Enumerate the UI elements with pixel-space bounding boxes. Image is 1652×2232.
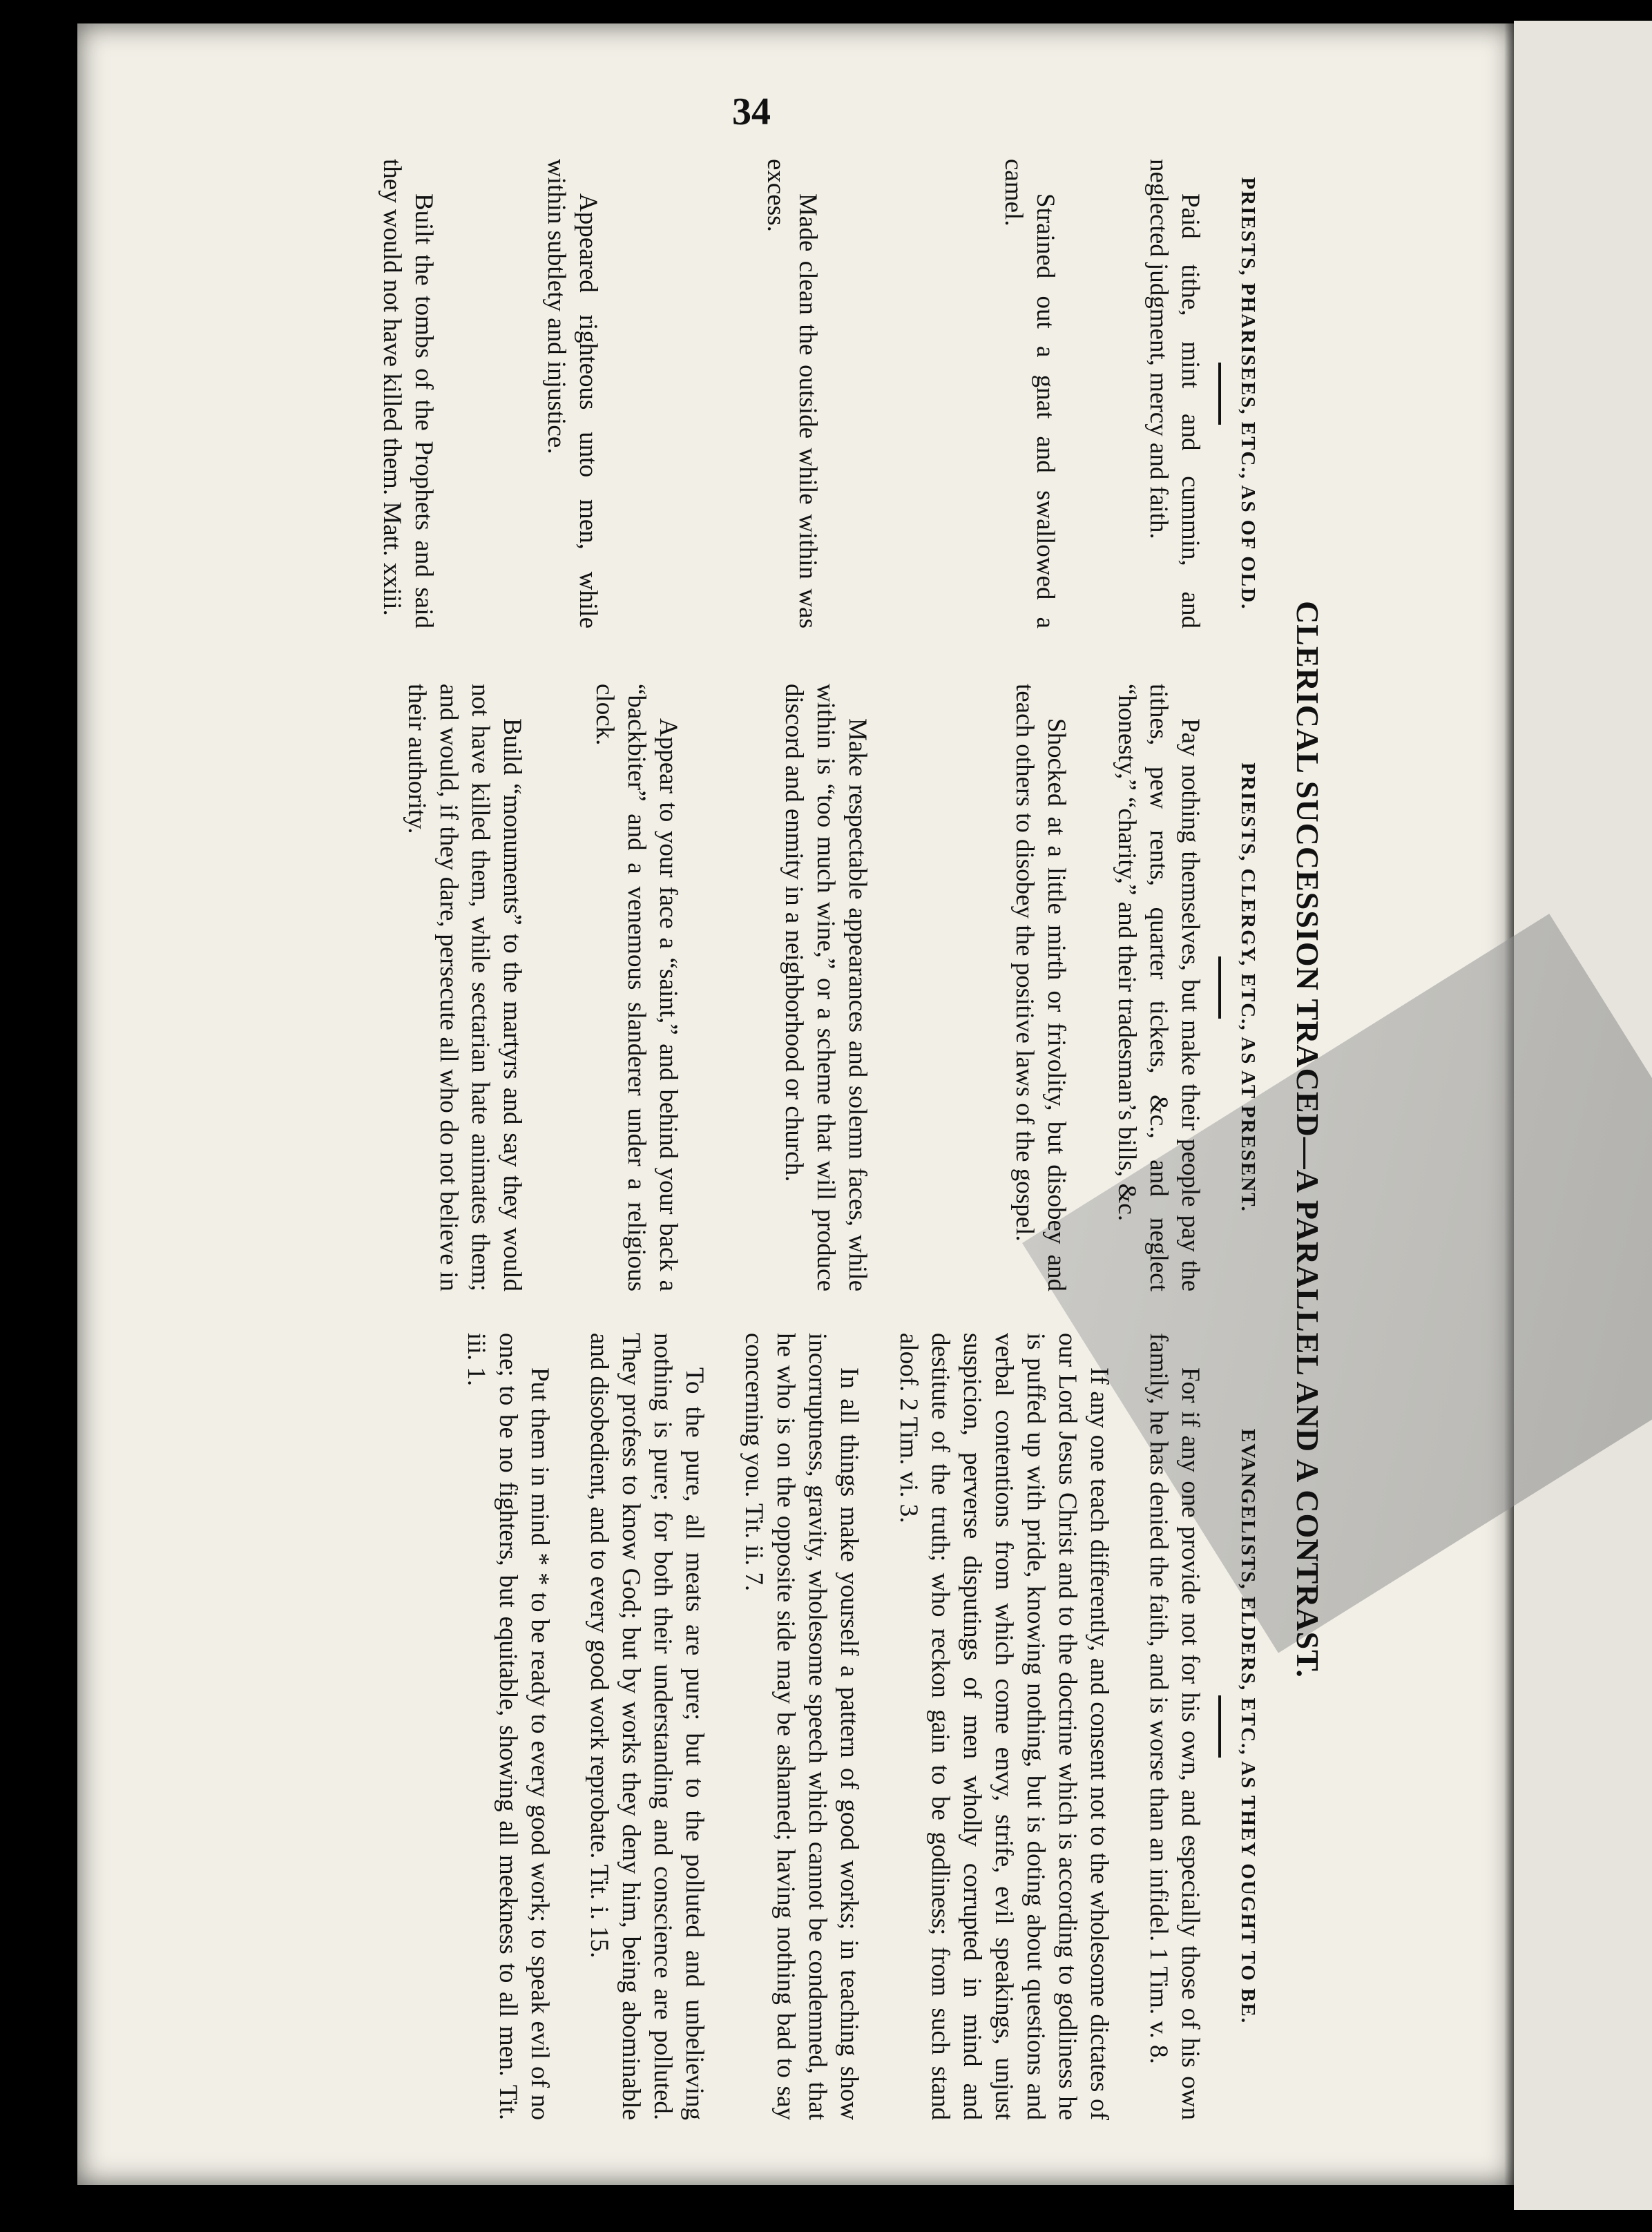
entry-old-1: Paid tithe, mint and cummin, and neglected judgment, mercy and faith. bbox=[1144, 159, 1204, 628]
column-present bbox=[401, 684, 1264, 1291]
column-heading: EVANGELISTS, ELDERS, ETC., AS THEY OUGHT TO BE. bbox=[1237, 1428, 1259, 2025]
heading-rule bbox=[1218, 956, 1221, 1019]
entry-ought-2: If any one teach differently, and consent not to the wholesome dictates of our Lord Jesus Christ and to the doctrine which is according to godliness he is puffed up with pride, knowing nothing, but is doting about questions and verbal contentions from which come envy, strife, evil speakings, unjust suspicion, perverse disputings of men wholly corrupted in mind and destitute of the truth; who reckon gain to be godliness; from such stand aloof. 2 Tim. vi. 3. bbox=[894, 1333, 1113, 2120]
entry-old-2: Strained out a gnat and swallowed a camel. bbox=[999, 159, 1059, 628]
entry-old-5: Built the tombs of the Prophets and said they would not have killed them. Matt. xxiii. bbox=[378, 159, 438, 628]
entry-ought-3: In all things make yourself a pattern of good works; in teaching show incorruptness, gravity, wholesome speech which cannot be condemned, that he who is on the opposite side may be ashamed; having nothing bad to say concerning you. Tit. ii. 7. bbox=[740, 1333, 863, 2120]
column-ought bbox=[460, 1333, 1264, 2120]
entry-ought-5: Put them in mind * * to be ready to every good work; to speak evil of no one; to be no fighters, but equitable, showing all meekness to all men. Tit. iii. 1. bbox=[462, 1333, 554, 2120]
column-heading: PRIESTS, CLERGY, ETC., AS AT PRESENT. bbox=[1237, 762, 1259, 1213]
entry-present-3: Make respectable appearances and solemn faces, while within is “too much wine,” or a scheme that will produce discord and enmity in a neighborhood or church. bbox=[780, 684, 872, 1291]
column-heading: PRIESTS, PHARISEES, ETC., AS OF OLD. bbox=[1237, 177, 1259, 610]
entry-present-5: Build “monuments” to the martyrs and say they would not have killed them, while sectarian hate animates them; and would, if they dare, persecute all who do not believe in their authority. bbox=[403, 684, 526, 1291]
entry-present-4: Appear to your face a “saint,” and behind your back a “backbiter” and a venemous slanderer under a religious clock. bbox=[590, 684, 682, 1291]
page-number: 34 bbox=[732, 90, 771, 133]
heading-rule bbox=[1218, 1695, 1221, 1758]
entry-ought-1: For if any one provide not for his own, and especially those of his own family, he has denied the faith, and is worse than an infidel. 1 Tim. v. 8. bbox=[1144, 1333, 1204, 2120]
entry-old-3: Made clean the outside while within was excess. bbox=[762, 159, 822, 628]
column-old bbox=[376, 159, 1264, 628]
entry-present-2: Shocked at a little mirth or frivolity, but disobey and teach others to disobey the positive laws of the gospel. bbox=[1010, 684, 1070, 1291]
entry-old-4: Appeared righteous unto men, while within subtlety and injustice. bbox=[542, 159, 602, 628]
heading-rule bbox=[1218, 363, 1221, 425]
entry-ought-4: To the pure, all meats are pure; but to the polluted and unbelieving nothing is pure; for both their understanding and conscience are polluted. They profess to know God; but by works they deny him, being abominable and disobedient, and to every good work reprobate. Tit. i. 15. bbox=[585, 1333, 709, 2120]
page-title: CLERICAL SUCCESSION TRACED—A PARALLEL AND A CONTRAST. bbox=[1290, 601, 1325, 1678]
entry-present-1: Pay nothing themselves, but make their people pay the tithes, pew rents, quarter tickets, &c., and neglect “honesty,” “charity,” and their tradesman’s bills, &c. bbox=[1113, 684, 1204, 1291]
rotated-content bbox=[138, 159, 1326, 2120]
